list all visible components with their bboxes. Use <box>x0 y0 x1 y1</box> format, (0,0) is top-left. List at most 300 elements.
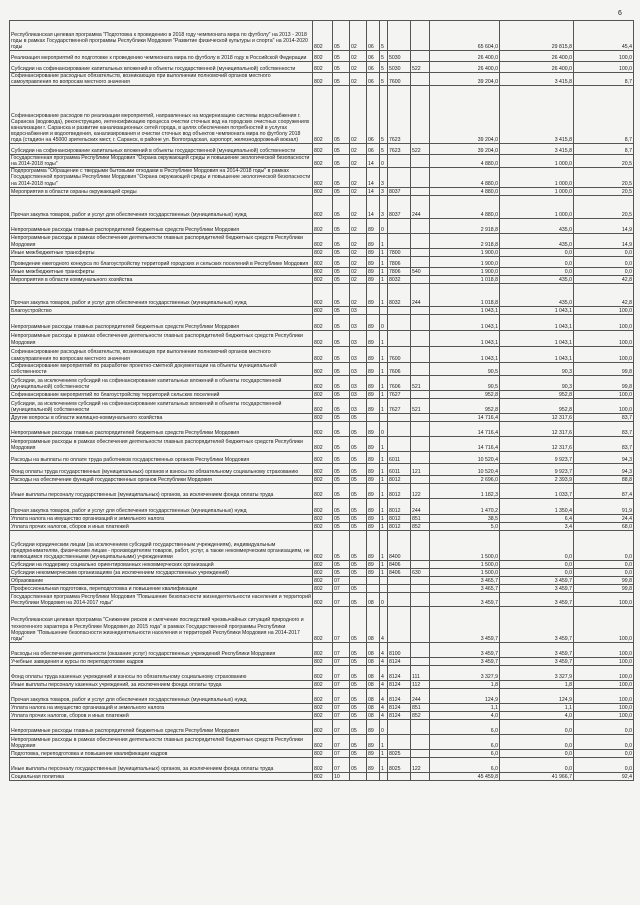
amount-cell: 39 204,0 <box>430 144 500 155</box>
amount-cell: 124,9 <box>430 688 500 703</box>
row-name-cell: Подпрограмма "Обращение с твердыми бытовыми отходами в Республике Мордовия на 2014-2018 годы" в рамках Государственной программы Республики Мордовия "Охрана окружающей среды и повышение экологической безопасности на 2014-2018 годы" <box>10 168 313 187</box>
code-cell: 244 <box>411 498 430 514</box>
amount-cell: 4,0 <box>500 711 574 719</box>
code-cell: 7627 <box>388 390 411 398</box>
code-cell: 14 <box>367 155 380 168</box>
amount-cell: 83,7 <box>574 436 634 451</box>
amount-cell: 3 459,7 <box>500 642 574 657</box>
code-cell: 802 <box>313 413 333 421</box>
row-name-cell: Фонд оплаты труда государственных (муниципальных) органов и взносы по обязательному социальному страхованию <box>10 463 313 475</box>
code-cell: 5 <box>380 144 388 155</box>
code-cell <box>380 584 388 592</box>
code-cell: 8124 <box>388 657 411 665</box>
amount-cell: 4,0 <box>430 711 500 719</box>
table-row <box>10 218 634 233</box>
code-cell: 8025 <box>388 757 411 772</box>
code-cell: 802 <box>313 642 333 657</box>
row-name-cell: Софинансирование мероприятий по разработке проектно-сметной документации на объекты муниципальной собственности <box>10 362 313 375</box>
amount-cell: 6,4 <box>500 514 574 522</box>
table-row <box>10 346 634 362</box>
amount-cell: 42,8 <box>574 283 634 306</box>
table-row <box>10 560 634 568</box>
code-cell <box>388 218 411 233</box>
code-cell: 89 <box>367 514 380 522</box>
row-name-cell: Расходы на выплаты по оплате труда работников государственных органов Республики Мордовия <box>10 451 313 463</box>
row-name-cell: Социальная политика <box>10 772 313 780</box>
amount-cell: 0,0 <box>574 568 634 576</box>
code-cell: 5030 <box>388 62 411 73</box>
code-cell <box>388 592 411 606</box>
amount-cell: 3 459,7 <box>500 576 574 584</box>
code-cell: 851 <box>411 703 430 711</box>
code-cell: 05 <box>350 475 367 483</box>
code-cell: 111 <box>411 665 430 680</box>
amount-cell: 124,9 <box>500 688 574 703</box>
code-cell: 1 <box>380 398 388 413</box>
code-cell: 1 <box>380 475 388 483</box>
code-cell: 802 <box>313 483 333 498</box>
code-cell: 4 <box>380 703 388 711</box>
code-cell: 0 <box>380 218 388 233</box>
amount-cell: 100,0 <box>574 398 634 413</box>
code-cell: 89 <box>367 719 380 734</box>
code-cell: 1 <box>380 283 388 306</box>
amount-cell: 3 459,7 <box>430 592 500 606</box>
table-row <box>10 62 634 73</box>
code-cell <box>411 421 430 436</box>
row-name-cell: Софинансирование расходных обязательств, возникающих при выполнении полномочий органов местного самоуправления по вопросам местного значения <box>10 73 313 86</box>
code-cell <box>411 719 430 734</box>
code-cell: 02 <box>350 267 367 275</box>
code-cell: 05 <box>333 314 350 330</box>
amount-cell: 3 459,7 <box>430 642 500 657</box>
code-cell: 07 <box>333 711 350 719</box>
code-cell: 244 <box>411 195 430 218</box>
code-cell: 14 <box>367 195 380 218</box>
code-cell: 802 <box>313 375 333 390</box>
code-cell: 89 <box>367 390 380 398</box>
code-cell <box>411 436 430 451</box>
table-row <box>10 665 634 680</box>
amount-cell: 2 696,0 <box>430 475 500 483</box>
code-cell: 07 <box>333 576 350 584</box>
code-cell <box>411 734 430 749</box>
code-cell: 802 <box>313 306 333 314</box>
table-row <box>10 734 634 749</box>
code-cell <box>388 734 411 749</box>
amount-cell: 83,7 <box>574 421 634 436</box>
code-cell: 802 <box>313 86 333 144</box>
code-cell: 4 <box>380 642 388 657</box>
code-cell <box>388 436 411 451</box>
amount-cell: 8,7 <box>574 144 634 155</box>
code-cell: 03 <box>350 330 367 346</box>
amount-cell: 100,0 <box>574 306 634 314</box>
row-name-cell: Уплата налога на имущество организаций и земельного налога <box>10 703 313 711</box>
code-cell: 08 <box>367 606 380 642</box>
row-name-cell: Благоустройство <box>10 306 313 314</box>
code-cell: 8012 <box>388 514 411 522</box>
code-cell: 89 <box>367 522 380 530</box>
amount-cell: 435,0 <box>500 233 574 248</box>
code-cell: 05 <box>350 665 367 680</box>
code-cell: 8124 <box>388 680 411 688</box>
amount-cell: 2 918,8 <box>430 218 500 233</box>
amount-cell: 1 000,0 <box>500 168 574 187</box>
code-cell <box>388 606 411 642</box>
amount-cell: 1,1 <box>500 703 574 711</box>
amount-cell: 42,8 <box>574 275 634 283</box>
code-cell: 802 <box>313 592 333 606</box>
code-cell: 8037 <box>388 187 411 195</box>
amount-cell: 3 327,9 <box>430 665 500 680</box>
code-cell: 05 <box>350 514 367 522</box>
code-cell: 802 <box>313 436 333 451</box>
row-name-cell: Иные межбюджетные трансферты <box>10 267 313 275</box>
code-cell <box>388 306 411 314</box>
amount-cell: 20,5 <box>574 195 634 218</box>
code-cell: 05 <box>333 522 350 530</box>
code-cell: 05 <box>333 218 350 233</box>
code-cell: 05 <box>350 568 367 576</box>
code-cell <box>411 155 430 168</box>
code-cell: 3 <box>380 168 388 187</box>
row-name-cell: Подготовка, переподготовка и повышение квалификации кадров <box>10 749 313 757</box>
code-cell: 7600 <box>388 346 411 362</box>
code-cell: 8124 <box>388 688 411 703</box>
code-cell: 5 <box>380 51 388 62</box>
code-cell: 05 <box>333 475 350 483</box>
code-cell: 1 <box>380 346 388 362</box>
amount-cell: 1 182,3 <box>430 483 500 498</box>
code-cell: 89 <box>367 375 380 390</box>
code-cell: 802 <box>313 498 333 514</box>
code-cell: 6011 <box>388 451 411 463</box>
budget-execution-table <box>9 20 634 781</box>
code-cell: 05 <box>333 362 350 375</box>
code-cell: 8025 <box>388 749 411 757</box>
row-name-cell: Субсидии, за исключением субсидий на софинансирование капитальных вложений в объекты государственной (муниципальной) собственности <box>10 398 313 413</box>
table-row <box>10 421 634 436</box>
code-cell: 89 <box>367 498 380 514</box>
amount-cell: 1,8 <box>430 680 500 688</box>
amount-cell: 3 459,7 <box>500 584 574 592</box>
code-cell: 1 <box>380 248 388 256</box>
table-row <box>10 568 634 576</box>
code-cell: 02 <box>350 218 367 233</box>
code-cell: 89 <box>367 346 380 362</box>
code-cell: 7806 <box>388 267 411 275</box>
amount-cell: 0,0 <box>500 530 574 560</box>
amount-cell: 14 716,4 <box>430 436 500 451</box>
code-cell: 05 <box>350 522 367 530</box>
code-cell: 802 <box>313 568 333 576</box>
amount-cell: 39 204,0 <box>430 86 500 144</box>
code-cell: 802 <box>313 62 333 73</box>
table-row <box>10 390 634 398</box>
code-cell: 06 <box>367 144 380 155</box>
code-cell: 05 <box>333 233 350 248</box>
table-row <box>10 483 634 498</box>
code-cell: 89 <box>367 568 380 576</box>
amount-cell: 14 716,4 <box>430 421 500 436</box>
code-cell: 8032 <box>388 283 411 306</box>
code-cell: 5 <box>380 62 388 73</box>
code-cell: 07 <box>333 606 350 642</box>
amount-cell: 9 923,7 <box>500 463 574 475</box>
code-cell: 07 <box>333 642 350 657</box>
amount-cell: 6,0 <box>430 719 500 734</box>
row-name-cell: Уплата прочих налогов, сборов и иных платежей <box>10 522 313 530</box>
code-cell: 05 <box>350 606 367 642</box>
code-cell: 7606 <box>388 362 411 375</box>
table-row <box>10 398 634 413</box>
code-cell: 8406 <box>388 568 411 576</box>
code-cell: 1 <box>380 375 388 390</box>
row-name-cell: Непрограммные расходы главных распорядителей бюджетных средств Республики Мордовия <box>10 314 313 330</box>
code-cell <box>388 584 411 592</box>
code-cell: 8124 <box>388 711 411 719</box>
row-name-cell: Образование <box>10 576 313 584</box>
code-cell: 5 <box>380 73 388 86</box>
amount-cell: 952,8 <box>500 390 574 398</box>
table-row <box>10 711 634 719</box>
row-name-cell: Проведение ежегодного конкурса по благоустройству территорий городских и сельских поселений в Республике Мордовия <box>10 256 313 267</box>
table-row <box>10 475 634 483</box>
amount-cell: 4 880,0 <box>430 195 500 218</box>
code-cell: 121 <box>411 463 430 475</box>
code-cell: 08 <box>367 680 380 688</box>
table-row <box>10 606 634 642</box>
table-row <box>10 584 634 592</box>
code-cell: 8406 <box>388 560 411 568</box>
code-cell: 802 <box>313 168 333 187</box>
code-cell: 1 <box>380 514 388 522</box>
amount-cell: 0,0 <box>574 248 634 256</box>
code-cell: 08 <box>367 703 380 711</box>
code-cell: 14 <box>367 168 380 187</box>
code-cell: 05 <box>333 483 350 498</box>
code-cell: 1 <box>380 330 388 346</box>
code-cell: 02 <box>350 256 367 267</box>
code-cell: 112 <box>411 680 430 688</box>
code-cell: 8012 <box>388 483 411 498</box>
code-cell: 07 <box>333 757 350 772</box>
code-cell: 05 <box>350 711 367 719</box>
code-cell: 851 <box>411 514 430 522</box>
table-row <box>10 144 634 155</box>
code-cell <box>411 168 430 187</box>
code-cell: 89 <box>367 314 380 330</box>
code-cell <box>380 772 388 780</box>
code-cell: 05 <box>333 436 350 451</box>
code-cell: 521 <box>411 398 430 413</box>
code-cell: 05 <box>333 248 350 256</box>
code-cell: 802 <box>313 749 333 757</box>
code-cell: 7600 <box>388 73 411 86</box>
amount-cell: 1 043,1 <box>430 314 500 330</box>
code-cell: 05 <box>333 267 350 275</box>
code-cell: 07 <box>333 734 350 749</box>
table-row <box>10 306 634 314</box>
row-name-cell: Мероприятия в области коммунального хозяйства <box>10 275 313 283</box>
code-cell: 4 <box>380 680 388 688</box>
code-cell: 02 <box>350 51 367 62</box>
table-row <box>10 375 634 390</box>
row-name-cell: Государственная программа Республики Мордовия "Охрана окружающей среды и повышение экологической безопасности на 2014-2018 годы" <box>10 155 313 168</box>
code-cell: 06 <box>367 86 380 144</box>
amount-cell: 14,9 <box>574 218 634 233</box>
code-cell: 802 <box>313 576 333 584</box>
code-cell: 802 <box>313 330 333 346</box>
code-cell: 1 <box>380 390 388 398</box>
row-name-cell: Субсидии на софинансирование капитальных вложений в объекты государственной (муниципальной) собственности <box>10 144 313 155</box>
code-cell <box>380 306 388 314</box>
amount-cell: 1 900,0 <box>430 267 500 275</box>
code-cell: 05 <box>350 749 367 757</box>
code-cell: 7627 <box>388 398 411 413</box>
amount-cell: 3 465,7 <box>430 584 500 592</box>
table-row <box>10 51 634 62</box>
table-row <box>10 275 634 283</box>
code-cell: 03 <box>350 375 367 390</box>
code-cell: 05 <box>350 642 367 657</box>
code-cell: 06 <box>367 51 380 62</box>
amount-cell: 6,0 <box>430 749 500 757</box>
code-cell: 02 <box>350 195 367 218</box>
amount-cell: 100,0 <box>574 606 634 642</box>
code-cell <box>380 576 388 584</box>
amount-cell: 26 400,0 <box>430 62 500 73</box>
code-cell <box>388 233 411 248</box>
code-cell: 89 <box>367 483 380 498</box>
code-cell: 8012 <box>388 522 411 530</box>
code-cell <box>380 413 388 421</box>
table-row <box>10 362 634 375</box>
code-cell: 89 <box>367 475 380 483</box>
amount-cell: 952,8 <box>430 390 500 398</box>
code-cell: 08 <box>367 711 380 719</box>
code-cell: 05 <box>333 451 350 463</box>
row-name-cell: Уплата налога на имущество организаций и земельного налога <box>10 514 313 522</box>
amount-cell: 39 204,0 <box>430 73 500 86</box>
code-cell <box>411 187 430 195</box>
code-cell <box>411 314 430 330</box>
amount-cell: 8,7 <box>574 73 634 86</box>
row-name-cell: Профессиональная подготовка, переподготовка и повышение квалификации <box>10 584 313 592</box>
code-cell: 802 <box>313 703 333 711</box>
amount-cell: 100,0 <box>574 330 634 346</box>
amount-cell: 38,5 <box>430 514 500 522</box>
code-cell: 02 <box>350 283 367 306</box>
code-cell <box>411 275 430 283</box>
row-name-cell: Иные выплаты персоналу государственных (муниципальных) органов, за исключением фонда оплаты труда <box>10 483 313 498</box>
code-cell: 05 <box>333 375 350 390</box>
code-cell: 522 <box>411 62 430 73</box>
code-cell <box>411 218 430 233</box>
code-cell: 89 <box>367 436 380 451</box>
code-cell: 05 <box>333 330 350 346</box>
code-cell <box>388 576 411 584</box>
code-cell: 4 <box>380 606 388 642</box>
row-name-cell: Непрограммные расходы главных распорядителей бюджетных средств Республики Мордовия <box>10 218 313 233</box>
code-cell: 1 <box>380 451 388 463</box>
code-cell <box>411 306 430 314</box>
code-cell: 02 <box>350 86 367 144</box>
code-cell: 802 <box>313 21 333 51</box>
code-cell: 4 <box>380 657 388 665</box>
code-cell: 89 <box>367 734 380 749</box>
code-cell <box>411 330 430 346</box>
code-cell: 05 <box>333 560 350 568</box>
amount-cell: 435,0 <box>500 275 574 283</box>
code-cell: 05 <box>333 21 350 51</box>
code-cell <box>367 306 380 314</box>
code-cell <box>411 248 430 256</box>
code-cell: 8037 <box>388 195 411 218</box>
code-cell: 802 <box>313 560 333 568</box>
code-cell: 8100 <box>388 642 411 657</box>
amount-cell: 4 880,0 <box>430 168 500 187</box>
amount-cell: 10 520,4 <box>430 451 500 463</box>
code-cell: 802 <box>313 680 333 688</box>
code-cell: 630 <box>411 568 430 576</box>
code-cell: 05 <box>350 657 367 665</box>
row-name-cell: Иные межбюджетные трансферты <box>10 248 313 256</box>
code-cell: 03 <box>350 390 367 398</box>
code-cell: 07 <box>333 749 350 757</box>
amount-cell: 3 459,7 <box>430 606 500 642</box>
code-cell: 802 <box>313 73 333 86</box>
amount-cell: 0,0 <box>574 256 634 267</box>
amount-cell: 1 470,2 <box>430 498 500 514</box>
table-row <box>10 498 634 514</box>
amount-cell: 0,0 <box>574 757 634 772</box>
amount-cell: 99,8 <box>574 584 634 592</box>
code-cell: 89 <box>367 218 380 233</box>
amount-cell: 3 459,7 <box>500 606 574 642</box>
amount-cell: 26 400,0 <box>500 62 574 73</box>
amount-cell: 0,0 <box>500 734 574 749</box>
amount-cell: 1 043,1 <box>500 314 574 330</box>
amount-cell: 1 018,8 <box>430 283 500 306</box>
code-cell: 05 <box>350 451 367 463</box>
code-cell: 802 <box>313 522 333 530</box>
code-cell: 802 <box>313 584 333 592</box>
code-cell: 02 <box>350 144 367 155</box>
amount-cell: 90,5 <box>430 362 500 375</box>
amount-cell: 100,0 <box>574 680 634 688</box>
code-cell <box>367 772 380 780</box>
code-cell: 10 <box>333 772 350 780</box>
code-cell: 7606 <box>388 375 411 390</box>
table-row <box>10 719 634 734</box>
amount-cell: 29 815,8 <box>500 21 574 51</box>
row-name-cell: Расходы на обеспечение функций государственных органов Республики Мордовия <box>10 475 313 483</box>
code-cell: 1 <box>380 483 388 498</box>
amount-cell: 99,8 <box>574 375 634 390</box>
code-cell: 802 <box>313 218 333 233</box>
code-cell: 05 <box>350 592 367 606</box>
amount-cell: 45,4 <box>574 21 634 51</box>
row-name-cell: Непрограммные расходы в рамках обеспечения деятельности главных распорядителей бюджетных средств Республики Мордовия <box>10 330 313 346</box>
table-row <box>10 73 634 86</box>
table-row <box>10 703 634 711</box>
amount-cell: 1 043,1 <box>430 346 500 362</box>
amount-cell: 0,0 <box>574 734 634 749</box>
code-cell <box>411 362 430 375</box>
amount-cell: 20,5 <box>574 187 634 195</box>
